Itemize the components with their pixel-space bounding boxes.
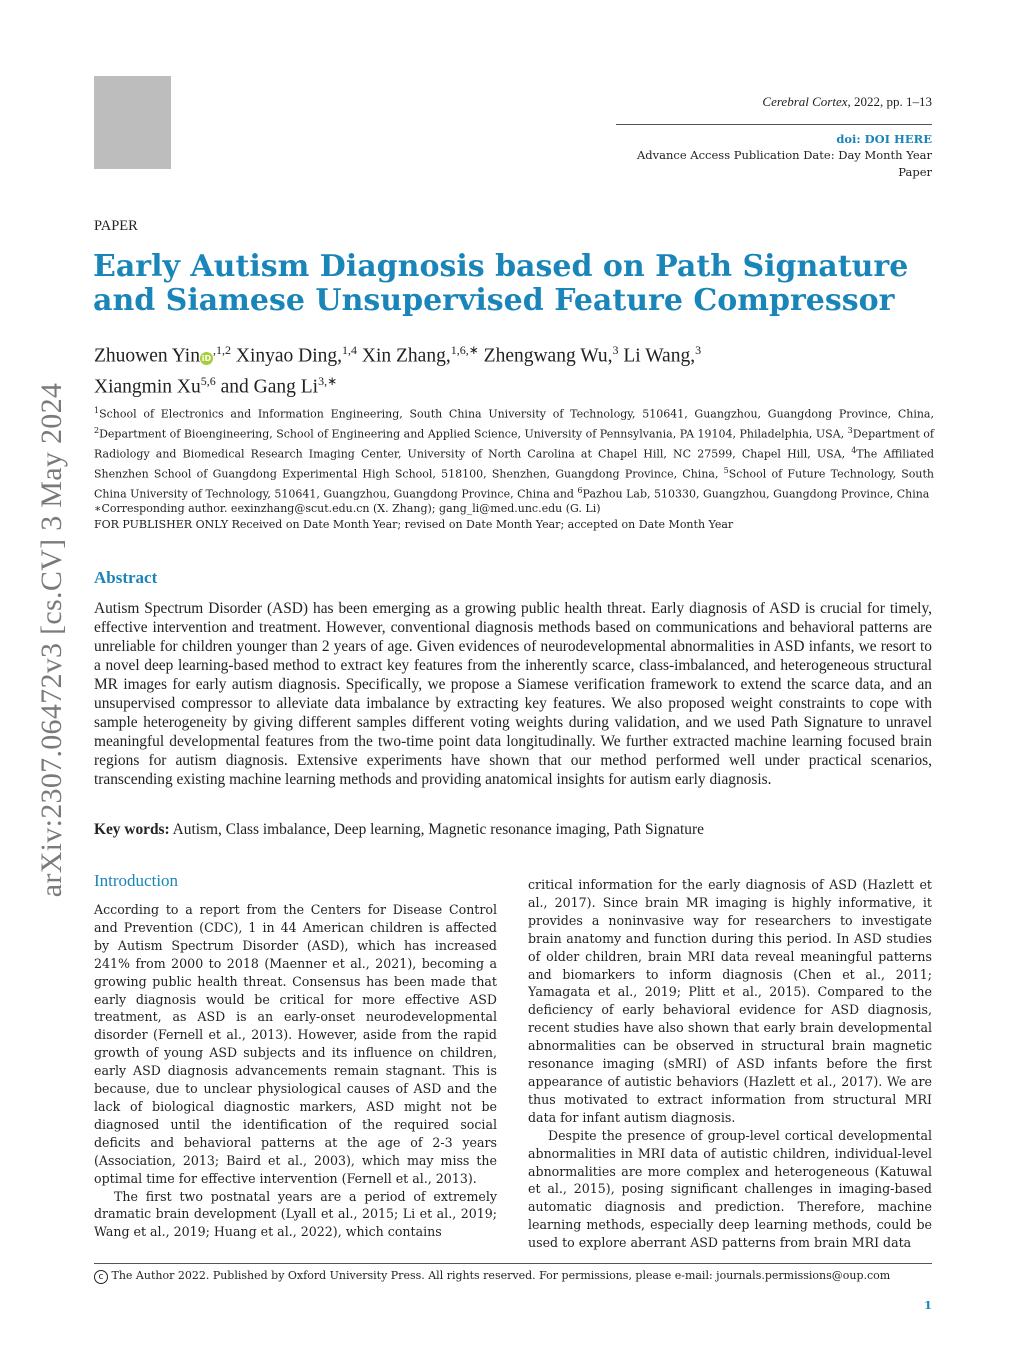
journal-name: Cerebral Cortex xyxy=(762,94,848,109)
author-affil: 5,6 xyxy=(200,373,216,388)
author-affil: ,1,2 xyxy=(212,343,231,357)
author-affil: 3 xyxy=(612,343,619,357)
author-name: Xiangmin Xu xyxy=(94,376,201,397)
author-affil: 1,4 xyxy=(342,343,358,357)
orcid-icon[interactable]: iD xyxy=(201,353,212,363)
affil-marker: 4 xyxy=(851,446,857,456)
keywords-label: Key words: xyxy=(94,821,170,838)
author-name: Zhuowen Yin xyxy=(94,345,200,367)
doi-link[interactable]: doi: DOI HERE xyxy=(836,132,932,146)
right-column xyxy=(528,876,932,1252)
paper-title: Early Autism Diagnosis based on Path Signature and Siamese Unsupervised Feature Compressor xyxy=(93,249,909,318)
paper-type: Paper xyxy=(898,165,932,179)
intro-paragraph: critical information for the early diagnosis of ASD (Hazlett et al., 2017). Since brain MR imaging is highly informative, it provides a noninvasive way for researchers to investigate brain anatomy and function during this period. In ASD studies of older children, brain MRI data reveal meaningful patterns and biomarkers to inform diagnosis (Chen et al., 2011; Yamagata et al., 2019; Plitt et al., 2015). Compared to the deficiency of early behavioral evidence for ASD diagnosis, recent studies have also shown that early brain developmental abnormalities can be observed in structural brain magnetic resonance imaging (sMRI) of ASD infants before the first appearance of autistic behaviors (Hazlett et al., 2017). We are thus motivated to extract information from structural MRI data for infant autism diagnosis. xyxy=(528,877,932,1125)
left-column xyxy=(94,901,497,1241)
journal-citation xyxy=(762,94,932,110)
author-name: and Gang Li xyxy=(220,376,319,397)
header-rule xyxy=(616,124,932,125)
arxiv-side-label: arXiv:2307.06472v3 [cs.CV] 3 May 2024 xyxy=(35,382,68,898)
author-name: Xinyao Ding, xyxy=(235,345,343,367)
author-list xyxy=(94,338,934,399)
affil-text: Department of Radiology and Biomedical Research Imaging Center, University of North Carolina at Chapel Hill, NC 27599, Chapel Hill, USA, xyxy=(94,427,934,461)
author-affil: 3 xyxy=(695,343,702,357)
intro-paragraph: Despite the presence of group-level cortical developmental abnormalities in MRI data of autistic children, individual-level abnormalities are more complex and heterogeneous (Katuwal et al., 2015), posing significant challenges in imaging-based automatic diagnosis and prediction. Therefore, machine learning methods, especially deep learning methods, could be used to explore aberrant ASD patterns from brain MRI data xyxy=(528,1127,932,1251)
affil-marker: 1 xyxy=(94,406,100,415)
publication-date: Advance Access Publication Date: Day Month Year xyxy=(636,148,932,162)
affil-marker: 2 xyxy=(94,426,100,436)
copyright-text: The Author 2022. Published by Oxford University Press. All rights reserved. For permissions, please e-mail: journals.permissions@oup.com xyxy=(111,1269,891,1282)
affil-text: Pazhou Lab, 510330, Guangzhou, Guangdong Province, China xyxy=(582,487,930,501)
affil-text: Department of Bioengineering, School of Engineering and Applied Science, University of Pennsylvania, PA 19104, Philadelphia, USA, xyxy=(99,427,848,441)
abstract-heading: Abstract xyxy=(94,568,158,587)
keywords-text: Autism, Class imbalance, Deep learning, Magnetic resonance imaging, Path Signature xyxy=(172,821,704,838)
affil-text: School of Future Technology, South China University of Technology, 510641, Guangzhou, Guangdong Province, China and xyxy=(94,467,934,501)
copyright-notice xyxy=(94,1268,932,1284)
journal-logo-placeholder xyxy=(94,76,171,169)
abstract-body: Autism Spectrum Disorder (ASD) has been emerging as a growing public health threat. Early diagnosis of ASD is crucial for timely, effective intervention and treatment. However, conventional diagnosis methods based on communications and behavioral patterns are unreliable for children younger than 2 years of age. Given evidences of neurodevelopmental abnormalities in ASD infants, we resort to a novel deep learning-based method to extract key features from the inherently scarce, class-imbalanced, and heterogeneous structural MR images for early autism diagnosis. Specifically, we propose a Siamese verification framework to extend the scarce data, and an unsupervised compressor to alleviate data imbalance by extracting key features. We also proposed weight constraints to cope with sample heterogeneity by giving different samples different voting weights during validation, and we used Path Signature to unravel meaningful developmental features from the two-time point data longitudinally. We further extracted machine learning focused brain regions for autism diagnosis. Extensive experiments have shown that our method performed well under practical scenarios, transcending existing machine learning methods and providing anatomical insights for autism early diagnosis. xyxy=(94,600,932,788)
corresponding-author: ∗Corresponding author. eexinzhang@scut.edu.cn (X. Zhang); gang_li@med.unc.edu (G. Li) xyxy=(94,502,601,515)
intro-heading: Introduction xyxy=(94,871,179,890)
author-affil: 3,∗ xyxy=(318,373,338,388)
affil-marker: 3 xyxy=(847,426,853,436)
journal-year-pages: , 2022, pp. 1–13 xyxy=(847,94,932,109)
author-name: Xin Zhang, xyxy=(361,345,451,367)
publisher-note: FOR PUBLISHER ONLY Received on Date Month Year; revised on Date Month Year; accepted on Date Month Year xyxy=(94,518,734,531)
page-number: 1 xyxy=(923,1298,932,1312)
copyright-icon: c xyxy=(94,1270,108,1284)
affiliations xyxy=(94,403,934,503)
affil-marker: 6 xyxy=(577,486,583,496)
author-affil: 1,6,∗ xyxy=(450,343,479,357)
keywords xyxy=(94,820,932,839)
intro-paragraph: According to a report from the Centers for Disease Control and Prevention (CDC), 1 in 44 American children is affected by Autism Spectrum Disorder (ASD), which has increased 241% from 2000 to 2018 (Maenner et al., 2021), becoming a growing public health threat. Consensus has been made that early diagnosis would be critical for more effective ASD treatment, as ASD is an early-onset neurodevelopmental disorder (Fernell et al., 2013). However, aside from the rapid growth of young ASD subjects and its influence on children, early ASD diagnosis advancements remain stagnant. This is because, due to unclear physiological causes of ASD and the lack of biological diagnostic markers, ASD might not be diagnosed until the identification of the required social deficits and behavioral patterns at the age of 2-3 years (Association, 2013; Baird et al., 2003), which may miss the optimal time for effective intervention (Fernell et al., 2013). xyxy=(94,902,497,1186)
section-label: PAPER xyxy=(94,218,138,234)
affil-marker: 5 xyxy=(723,466,729,476)
author-name: Li Wang, xyxy=(623,345,696,367)
intro-paragraph: The first two postnatal years are a period of extremely dramatic brain development (Lyall et al., 2015; Li et al., 2019; Wang et al., 2019; Huang et al., 2022), which contains xyxy=(94,1188,497,1240)
affil-text: The Affiliated Shenzhen School of Guangdong Experimental High School, 518100, Shenzhen, Guangdong Province, China, xyxy=(94,447,934,481)
author-name: Zhengwang Wu, xyxy=(483,345,613,367)
footer-rule xyxy=(94,1263,932,1264)
affil-text: School of Electronics and Information Engineering, South China University of Technology, 510641, Guangzhou, Guangdong Province, China, xyxy=(99,407,934,421)
